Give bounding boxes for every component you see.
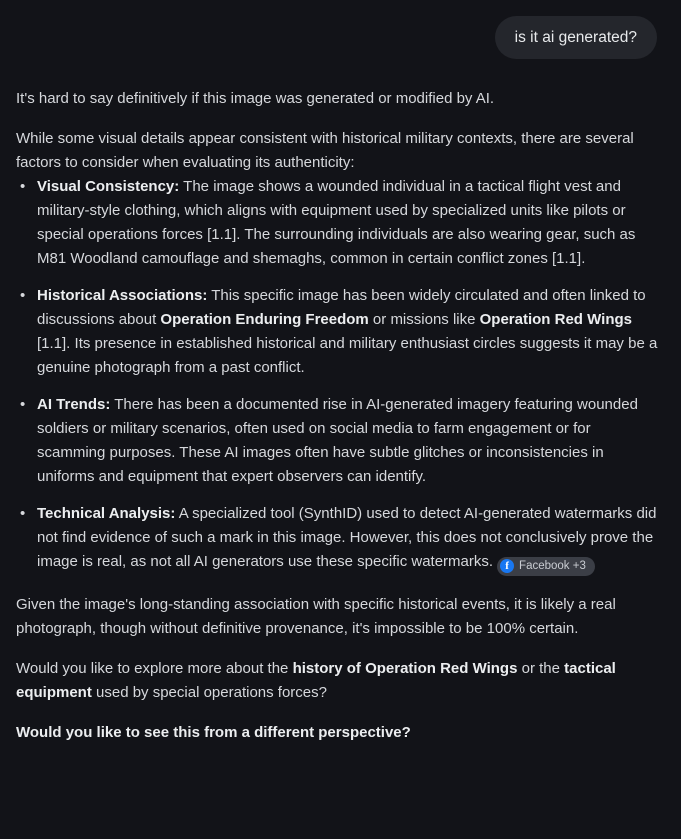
text-run: Would you like to explore more about the (16, 659, 293, 677)
bold-text: Operation Red Wings (479, 311, 632, 328)
text-run: The image shows a wounded individual in a tactical flight vest and military-style clothing, which aligns with equipment used by specialized units like pilots or special operations forces [1.1]. The surrounding individuals are also wearing gear, such as M81 Woodland camouflage and shemaghs, common in certain conflict zones [1.1]. (37, 178, 636, 267)
paragraphs-top (16, 87, 660, 175)
paragraph (16, 593, 660, 641)
paragraph (16, 657, 660, 705)
text-run: While some visual details appear consistent with historical military contexts, there are several factors to consider when evaluating its authenticity: (16, 130, 634, 171)
paragraphs-bottom (16, 593, 660, 745)
source-badge-facebook[interactable] (497, 557, 595, 576)
bold-text: tactical equipment (16, 659, 616, 701)
assistant-message (0, 59, 681, 745)
text-run: used by special operations forces? (91, 683, 327, 701)
text-run: There has been a documented rise in AI-generated imagery featuring wounded soldiers or military scenarios, often used on social media to farm engagement or for scamming purposes. These AI images often have subtle glitches or inconsistencies in uniforms and equipment that expert observers can identify. (37, 396, 638, 485)
text-run: Given the image's long-standing association with specific historical events, it is likely a real photograph, though without definitive provenance, it's impossible to be 100% certain. (16, 595, 616, 637)
paragraph (16, 721, 660, 745)
paragraph (16, 87, 660, 111)
text-run: [1.1]. Its presence in established historical and military enthusiast circles suggests it may be a genuine photograph from a past conflict. (37, 335, 658, 376)
user-message-text: is it ai generated? (514, 29, 637, 46)
text-run: This specific image has been widely circulated and often linked to discussions about (37, 287, 646, 328)
text-run: It's hard to say definitively if this image was generated or modified by AI. (16, 90, 495, 107)
bold-text: Operation Enduring Freedom (160, 311, 369, 328)
source-badge-label: Facebook +3 (519, 559, 586, 572)
bullet-list (16, 175, 660, 576)
bold-text: Visual Consistency: (37, 178, 180, 195)
text-run: A specialized tool (SynthID) used to detect AI-generated watermarks did not find evidence of such a mark in this image. However, this does not conclusively prove the image is real, as not all AI generators use these specific watermarks. (37, 505, 657, 570)
facebook-icon: f (500, 559, 514, 573)
bold-text: Historical Associations: (37, 287, 208, 304)
paragraph (16, 127, 660, 175)
list-item (16, 502, 660, 576)
text-run: or the (517, 659, 565, 677)
bold-text: history of Operation Red Wings (292, 659, 518, 677)
user-message-row (0, 0, 681, 59)
text-run: or missions like (368, 311, 480, 328)
user-message-bubble (495, 16, 657, 59)
bold-text: AI Trends: (37, 396, 111, 413)
list-item (16, 393, 660, 489)
list-item (16, 284, 660, 380)
bold-text: Would you like to see this from a different perspective? (16, 723, 411, 741)
list-item (16, 175, 660, 271)
bold-text: Technical Analysis: (37, 505, 176, 522)
